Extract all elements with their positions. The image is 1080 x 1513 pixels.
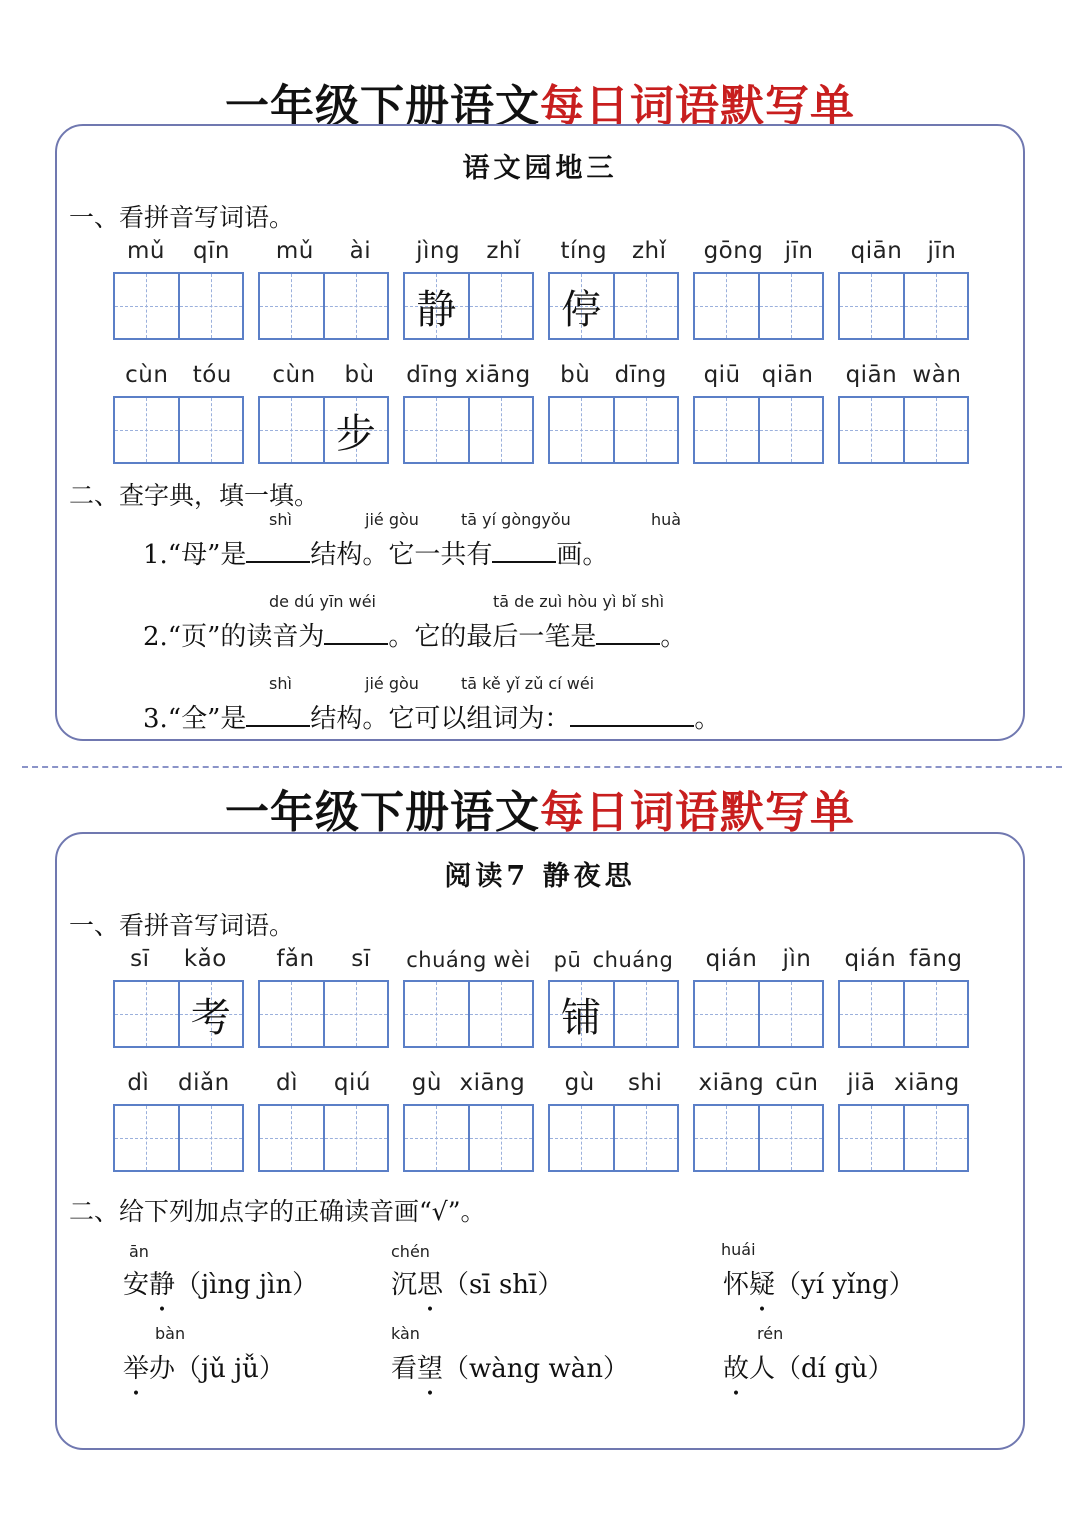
word-cell — [113, 234, 244, 340]
pinyin: fāng — [909, 946, 963, 972]
writing-box[interactable] — [258, 1104, 389, 1172]
worksheet-header — [0, 776, 1080, 840]
pinyin-annotation: tā kě yǐ zǔ cí wéi — [461, 674, 595, 693]
pinyin-annotation: rén — [757, 1324, 784, 1343]
writing-box[interactable] — [693, 396, 824, 464]
pinyin-annotation: de dú yīn wéi — [269, 592, 376, 611]
word-grid-row — [113, 234, 969, 340]
word-grid-row — [113, 1066, 969, 1172]
pinyin-annotation: bàn — [155, 1324, 186, 1343]
pinyin-annotation: shì — [269, 510, 292, 529]
writing-box[interactable] — [693, 272, 824, 340]
section-heading: 二、给下列加点字的正确读音画“√”。 — [69, 1197, 486, 1226]
pinyin: xiāng — [698, 1070, 765, 1096]
pinyin: cùn — [125, 362, 169, 388]
pinyin: xiāng — [894, 1070, 960, 1096]
word-cell — [548, 234, 679, 340]
dotted-char: 望 — [417, 1354, 444, 1384]
pinyin: mǔ — [126, 238, 165, 264]
card-title: 阅读7 静夜思 — [444, 861, 636, 892]
pinyin-annotation: chén — [391, 1242, 430, 1261]
word-cell — [258, 358, 389, 464]
word-cell — [693, 942, 824, 1048]
word-cell — [838, 358, 969, 464]
pinyin: chuáng — [406, 948, 487, 972]
word-cell — [258, 1066, 389, 1172]
word-cell — [113, 942, 244, 1048]
writing-box[interactable] — [548, 1104, 679, 1172]
pinyin: tóu — [192, 362, 232, 388]
word-grid-row — [113, 942, 969, 1048]
pinyin: chuáng — [592, 948, 674, 972]
word-cell — [403, 234, 534, 340]
answer-blank[interactable] — [246, 539, 310, 563]
writing-box[interactable] — [403, 980, 534, 1048]
pinyin: bù — [344, 362, 375, 388]
dotted-char: 思 — [417, 1270, 444, 1300]
question-1: 1.“母”是 结构。它一共有 画。 — [143, 540, 609, 570]
pinyin: qiān — [845, 362, 898, 388]
writing-box[interactable] — [548, 396, 679, 464]
word-cell — [838, 942, 969, 1048]
reading-options[interactable]: （sī shī） — [443, 1270, 564, 1300]
answer-blank[interactable] — [246, 703, 310, 727]
writing-box[interactable] — [113, 272, 244, 340]
pinyin-annotation: shì — [269, 674, 292, 693]
pinyin: qīn — [192, 238, 231, 264]
pinyin: dì — [275, 1070, 298, 1096]
pinyin: wàn — [912, 362, 962, 388]
section-heading: 二、查字典，填一填。 — [69, 481, 320, 510]
pinyin: jīn — [784, 238, 814, 264]
worksheet-card-2 — [55, 832, 1025, 1450]
writing-box[interactable] — [113, 396, 244, 464]
section-heading: 一、看拼音写词语。 — [69, 203, 295, 232]
pinyin: qiān — [850, 238, 903, 264]
pinyin: sī — [351, 946, 371, 972]
dotted-char: 举 — [123, 1354, 150, 1384]
word-cell — [403, 942, 534, 1048]
word-cell — [258, 234, 389, 340]
pinyin: kǎo — [183, 946, 227, 972]
header-red-text: 每日词语默写单 — [540, 787, 855, 838]
question-3: 3.“全”是 结构。它可以组词为： 。 — [143, 704, 721, 734]
pinyin-annotation: jié gòu — [365, 674, 419, 693]
word-cell — [548, 358, 679, 464]
pinyin: gù — [564, 1070, 595, 1096]
writing-box[interactable] — [403, 1104, 534, 1172]
pinyin: mǔ — [275, 238, 314, 264]
reading-item: 看望（wàng wàn） — [391, 1354, 629, 1384]
hint-char: 停 — [561, 286, 602, 333]
pinyin: gōng — [703, 238, 764, 264]
reading-item: 怀疑（yí yǐng） — [723, 1270, 915, 1300]
reading-options[interactable]: （jìng jìn） — [175, 1270, 319, 1300]
dotted-char: 故 — [723, 1354, 750, 1384]
pinyin: tíng — [560, 238, 608, 264]
pinyin-annotation: tā yí gòngyǒu — [461, 510, 571, 529]
word-cell — [403, 1066, 534, 1172]
header-black-text: 一年级下册语文 — [225, 787, 540, 838]
pinyin: wèi — [493, 948, 531, 972]
word-cell — [403, 358, 534, 464]
pinyin: sī — [130, 946, 150, 972]
writing-box[interactable] — [548, 980, 679, 1048]
answer-blank[interactable] — [324, 621, 388, 645]
dotted-char: 静 — [149, 1270, 176, 1300]
reading-options[interactable]: （yí yǐng） — [775, 1270, 915, 1300]
word-cell — [693, 234, 824, 340]
pinyin: jīn — [927, 238, 957, 264]
answer-blank[interactable] — [570, 703, 694, 727]
pinyin: diǎn — [177, 1070, 230, 1096]
pinyin: fǎn — [276, 946, 315, 972]
pinyin: dì — [127, 1070, 150, 1096]
writing-box[interactable] — [838, 272, 969, 340]
hint-char: 步 — [335, 410, 376, 457]
question-2: 2.“页”的读音为 。它的最后一笔是 。 — [143, 622, 687, 652]
word-cell — [113, 1066, 244, 1172]
word-cell — [258, 942, 389, 1048]
reading-options[interactable]: （jǔ jǚ） — [175, 1354, 285, 1384]
writing-box[interactable] — [113, 980, 244, 1048]
reading-options[interactable]: （dí gù） — [775, 1354, 894, 1384]
writing-box[interactable] — [258, 396, 389, 464]
answer-blank[interactable] — [596, 621, 660, 645]
header-black-text: 一年级下册语文 — [225, 81, 540, 132]
writing-box[interactable] — [838, 1104, 969, 1172]
dotted-char: 疑 — [749, 1270, 776, 1300]
pinyin: ài — [349, 238, 372, 264]
writing-box[interactable] — [838, 980, 969, 1048]
pinyin: qiū — [703, 362, 741, 388]
reading-item: 举办（jǔ jǚ） — [123, 1354, 285, 1384]
pinyin-annotation: huà — [651, 510, 682, 529]
writing-box[interactable] — [258, 980, 389, 1048]
reading-item: 安静（jìng jìn） — [123, 1270, 319, 1300]
pinyin: xiāng — [464, 362, 531, 388]
word-cell — [113, 358, 244, 464]
pinyin-annotation: kàn — [391, 1324, 420, 1343]
pinyin-annotation: jié gòu — [365, 510, 419, 529]
writing-box[interactable] — [693, 1104, 824, 1172]
pinyin: cūn — [775, 1070, 819, 1096]
pinyin: qián — [705, 946, 758, 972]
pinyin: zhǐ — [631, 238, 667, 264]
pinyin-annotation: ān — [129, 1242, 149, 1261]
pinyin: bù — [560, 362, 591, 388]
writing-box[interactable] — [548, 272, 679, 340]
reading-options[interactable]: （wàng wàn） — [443, 1354, 629, 1384]
pinyin: jìng — [416, 238, 461, 264]
pinyin-annotation: tā de zuì hòu yì bǐ shì — [493, 592, 665, 611]
pinyin: cùn — [272, 362, 316, 388]
worksheet-card-1 — [55, 124, 1025, 741]
cut-line-divider — [22, 766, 1062, 768]
section-heading: 一、看拼音写词语。 — [69, 911, 295, 940]
word-cell — [693, 1066, 824, 1172]
pinyin: dīng — [406, 362, 459, 388]
writing-box[interactable] — [693, 980, 824, 1048]
pinyin: qiú — [333, 1070, 371, 1096]
word-cell — [693, 358, 824, 464]
pinyin-annotation: huái — [721, 1240, 756, 1259]
pinyin: jìn — [782, 946, 812, 972]
writing-box[interactable] — [113, 1104, 244, 1172]
pinyin: xiāng — [459, 1070, 526, 1096]
reading-item: 故人（dí gù） — [723, 1354, 894, 1384]
pinyin: gù — [411, 1070, 442, 1096]
word-grid-row — [113, 358, 969, 464]
pinyin: qián — [844, 946, 897, 972]
pinyin: pū — [553, 948, 582, 972]
answer-blank[interactable] — [492, 539, 556, 563]
word-cell — [548, 1066, 679, 1172]
pinyin: jiā — [847, 1070, 876, 1096]
pinyin: qiān — [761, 362, 814, 388]
writing-box[interactable] — [403, 272, 534, 340]
pinyin: zhǐ — [486, 238, 521, 264]
header-red-text: 每日词语默写单 — [540, 81, 855, 132]
hint-char: 考 — [190, 994, 231, 1041]
reading-item: 沉思（sī shī） — [391, 1270, 564, 1300]
writing-box[interactable] — [258, 272, 389, 340]
writing-box[interactable] — [838, 396, 969, 464]
word-cell — [838, 1066, 969, 1172]
word-cell — [838, 234, 969, 340]
hint-char: 铺 — [561, 994, 602, 1041]
writing-box[interactable] — [403, 396, 534, 464]
hint-char: 静 — [416, 286, 457, 333]
pinyin: dīng — [614, 362, 667, 388]
pinyin: shi — [627, 1070, 663, 1096]
card-title: 语文园地三 — [462, 153, 618, 184]
word-cell — [548, 942, 679, 1048]
